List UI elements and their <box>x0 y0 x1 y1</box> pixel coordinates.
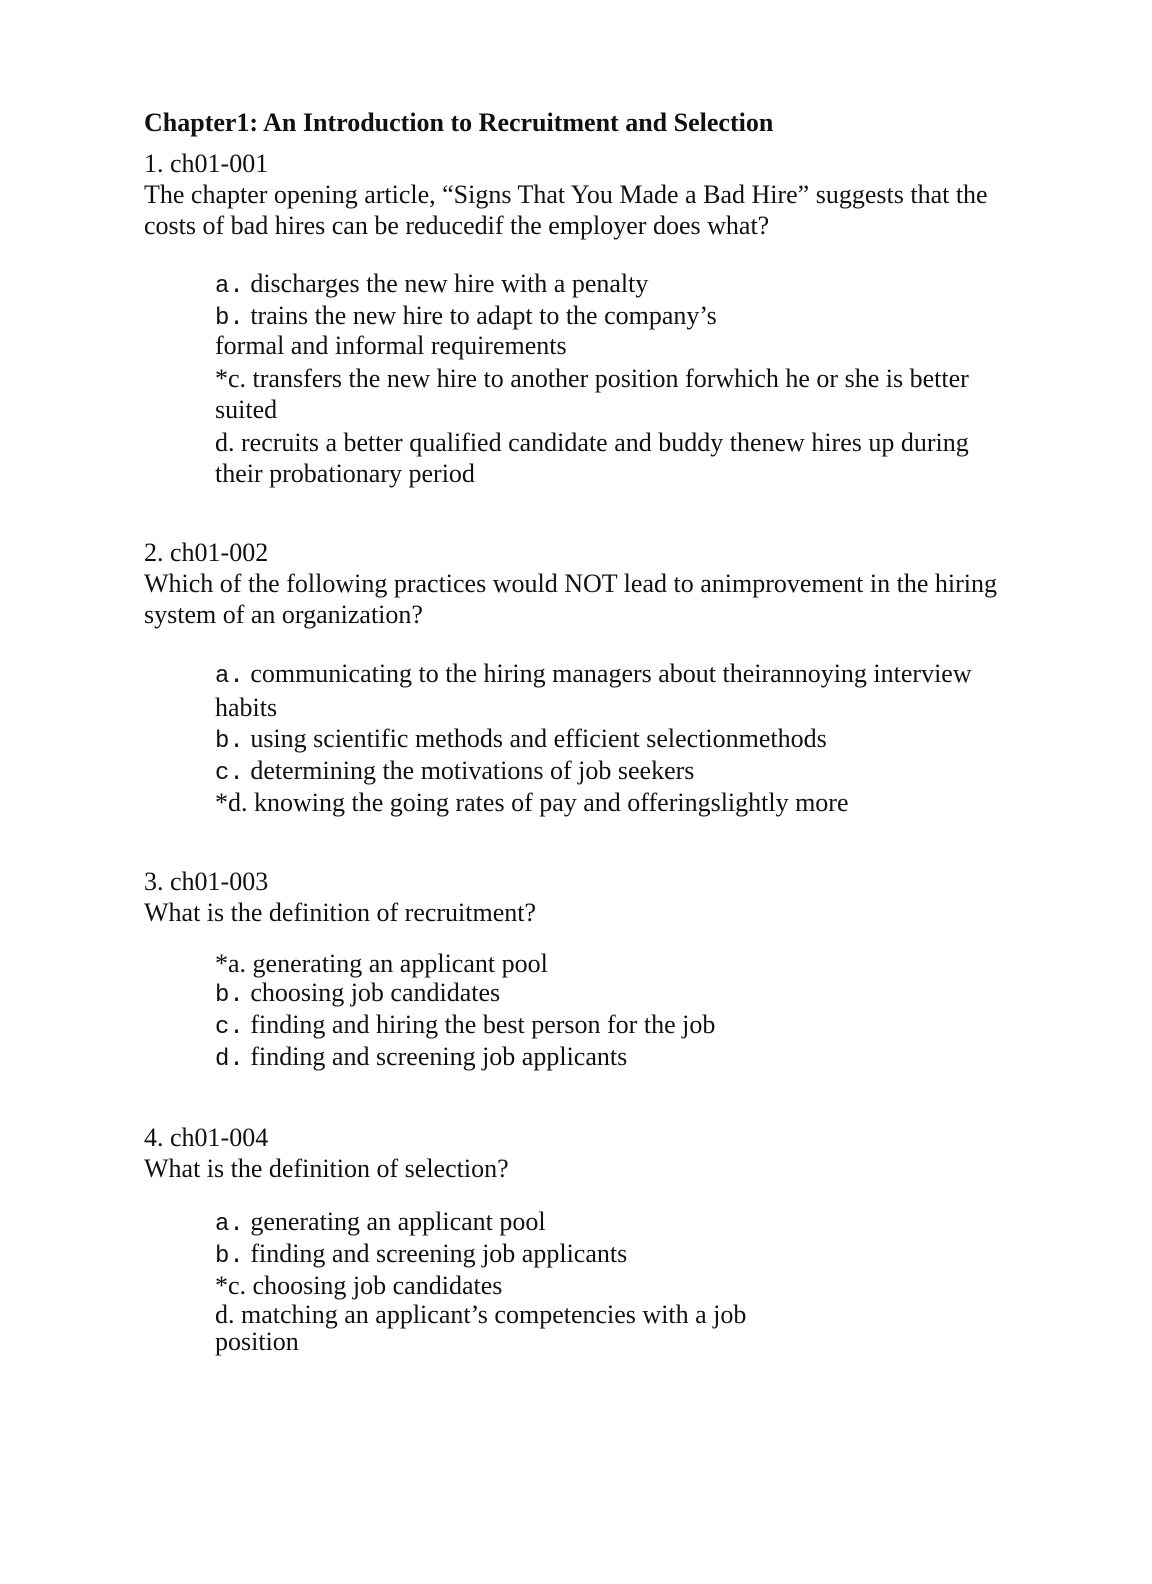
question-2-choices <box>215 658 975 818</box>
option-letter: b. <box>215 728 244 755</box>
answer-option <box>215 789 975 816</box>
question-stem: The chapter opening article, “Signs That You Made a Bad Hire” suggests that the costs of bad hires can be reducedif the employer does what? <box>144 180 988 240</box>
answer-option <box>215 725 975 755</box>
option-text: discharges the new hire with a penalty <box>250 269 649 298</box>
option-text: communicating to the hiring managers about theirannoying interview habits <box>215 659 972 722</box>
answer-option <box>215 363 975 425</box>
question-number: 4. ch01-004 <box>144 1123 269 1152</box>
option-letter: a. <box>215 663 244 690</box>
option-text: *c. transfers the new hire to another position forwhich he or she is better suited <box>215 364 969 424</box>
option-letter: c. <box>215 760 244 787</box>
option-text: trains the new hire to adapt to the company’s formal and informal requirements <box>215 301 717 360</box>
answer-option <box>215 1240 975 1270</box>
question-4-choices <box>215 1208 975 1357</box>
option-text: determining the motivations of job seekers <box>250 756 695 785</box>
option-text: finding and screening job applicants <box>250 1239 628 1268</box>
option-letter: d. <box>215 1046 244 1073</box>
question-3-choices <box>215 950 975 1075</box>
option-text: *d. knowing the going rates of pay and offeringslightly more <box>215 788 849 817</box>
answer-option <box>215 1272 975 1299</box>
option-text: generating an applicant pool <box>250 1207 546 1236</box>
question-stem: What is the definition of selection? <box>144 1154 509 1183</box>
option-letter: c. <box>215 1014 244 1041</box>
question-number: 1. ch01-001 <box>144 149 269 178</box>
answer-option <box>215 302 775 359</box>
option-text: d. matching an applicant’s competencies with a job position <box>215 1300 747 1356</box>
option-text: using scientific methods and efficient selectionmethods <box>250 724 827 753</box>
answer-option <box>215 270 975 300</box>
option-letter: b. <box>215 1243 244 1270</box>
answer-option <box>215 979 975 1009</box>
option-letter: b. <box>215 305 244 332</box>
option-text: *c. choosing job candidates <box>215 1271 503 1300</box>
question-number: 3. ch01-003 <box>144 867 269 896</box>
question-3 <box>144 866 1004 928</box>
question-stem: What is the definition of recruitment? <box>144 898 537 927</box>
option-text: finding and screening job applicants <box>250 1042 628 1071</box>
answer-option <box>215 1011 975 1041</box>
option-letter: a. <box>215 1211 244 1238</box>
answer-option <box>215 658 975 723</box>
answer-option <box>215 950 975 977</box>
option-text: choosing job candidates <box>250 978 501 1007</box>
question-stem: Which of the following practices would NOT lead to animprovement in the hiring system of an organization? <box>144 569 997 629</box>
answer-option <box>215 1208 975 1238</box>
answer-option <box>215 757 975 787</box>
option-text: finding and hiring the best person for the job <box>250 1010 716 1039</box>
question-number: 2. ch01-002 <box>144 538 269 567</box>
question-4 <box>144 1122 1004 1184</box>
answer-option <box>215 427 975 489</box>
option-letter: b. <box>215 982 244 1009</box>
option-letter: a. <box>215 273 244 300</box>
answer-option <box>215 1043 975 1073</box>
question-2 <box>144 537 1004 630</box>
option-text: *a. generating an applicant pool <box>215 949 548 978</box>
question-1-choices <box>215 270 975 491</box>
option-text: d. recruits a better qualified candidate and buddy thenew hires up during their probationary period <box>215 428 969 488</box>
answer-option <box>215 1301 795 1355</box>
chapter-title: Chapter1: An Introduction to Recruitment and Selection <box>144 108 774 137</box>
question-1 <box>144 148 1004 241</box>
